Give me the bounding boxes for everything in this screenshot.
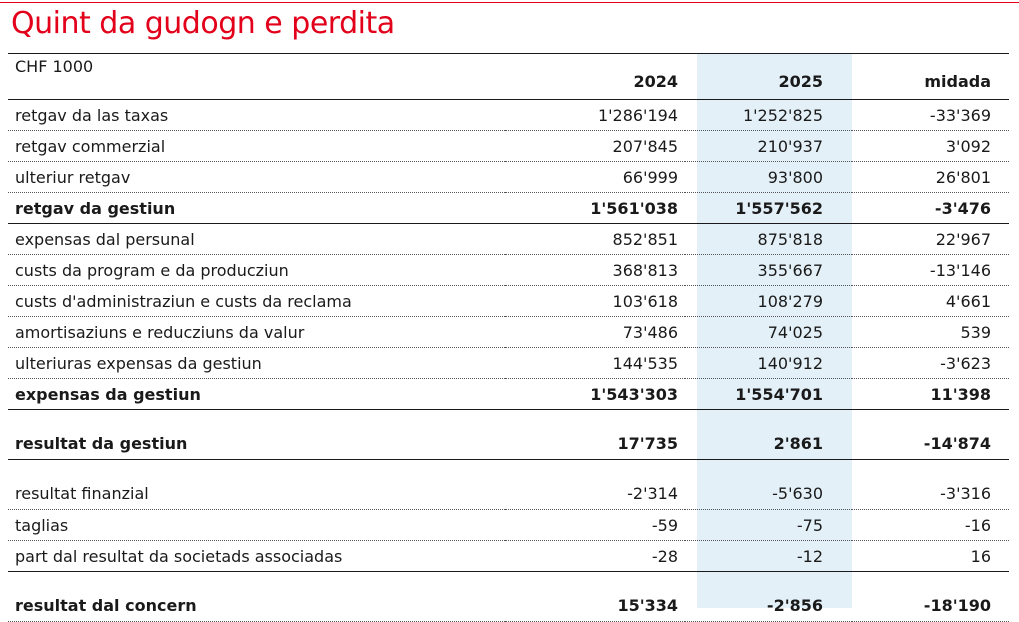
value-change: 26'801 (852, 162, 1009, 193)
total-row (8, 410, 1009, 460)
row-label: expensas da gestiun (8, 379, 505, 410)
value-change: -14'874 (852, 410, 1009, 460)
row-label: retgav da gestiun (8, 193, 505, 224)
value-2024: -28 (505, 541, 685, 572)
income-statement-table (8, 54, 1009, 622)
row-label: resultat da gestiun (8, 410, 505, 460)
row-label: retgav da las taxas (8, 100, 505, 131)
value-2024: 852'851 (505, 224, 685, 255)
value-2024: 1'543'303 (505, 379, 685, 410)
value-2025: 210'937 (685, 131, 852, 162)
value-2024: 17'735 (505, 410, 685, 460)
subtotal-row (8, 379, 1009, 410)
row-label: resultat dal concern (8, 572, 505, 622)
value-change: -3'316 (852, 460, 1009, 510)
value-2025: 74'025 (685, 317, 852, 348)
value-2025: -5'630 (685, 460, 852, 510)
table-row (8, 541, 1009, 572)
grand-total-row (8, 572, 1009, 622)
value-change: 11'398 (852, 379, 1009, 410)
value-change: 16 (852, 541, 1009, 572)
value-2024: 144'535 (505, 348, 685, 379)
row-label: custs d'administraziun e custs da reclama (8, 286, 505, 317)
value-2025: 108'279 (685, 286, 852, 317)
subtotal-row (8, 193, 1009, 224)
value-change: -18'190 (852, 572, 1009, 622)
value-2025: 1'554'701 (685, 379, 852, 410)
value-change: -13'146 (852, 255, 1009, 286)
page-title: Quint da gudogn e perdita (11, 6, 395, 41)
value-2025: 875'818 (685, 224, 852, 255)
value-2025: 2'861 (685, 410, 852, 460)
table-row (8, 224, 1009, 255)
table-row (8, 510, 1009, 541)
column-header-2024: 2024 (633, 72, 678, 91)
value-2024: -2'314 (505, 460, 685, 510)
row-label: part dal resultat da societads associadas (8, 541, 505, 572)
unit-label: CHF 1000 (15, 57, 94, 76)
row-label: expensas dal persunal (8, 224, 505, 255)
row-label: custs da program e da producziun (8, 255, 505, 286)
row-label: retgav commerzial (8, 131, 505, 162)
value-2024: 73'486 (505, 317, 685, 348)
value-2024: 66'999 (505, 162, 685, 193)
row-label: ulteriur retgav (8, 162, 505, 193)
value-change: -16 (852, 510, 1009, 541)
value-change: 539 (852, 317, 1009, 348)
value-2025: 140'912 (685, 348, 852, 379)
top-accent-line (0, 2, 1019, 3)
value-change: -33'369 (852, 100, 1009, 131)
table-row (8, 317, 1009, 348)
value-2025: 93'800 (685, 162, 852, 193)
column-header-change: midada (924, 72, 991, 91)
table-row (8, 286, 1009, 317)
table-row (8, 460, 1009, 510)
value-change: -3'476 (852, 193, 1009, 224)
column-header-2025: 2025 (778, 72, 823, 91)
row-label: ulteriuras expensas da gestiun (8, 348, 505, 379)
value-change: 3'092 (852, 131, 1009, 162)
table-row (8, 348, 1009, 379)
value-2025: 355'667 (685, 255, 852, 286)
row-label: taglias (8, 510, 505, 541)
value-change: 22'967 (852, 224, 1009, 255)
value-2024: 103'618 (505, 286, 685, 317)
value-2024: 207'845 (505, 131, 685, 162)
value-change: -3'623 (852, 348, 1009, 379)
table-row (8, 162, 1009, 193)
value-2024: 368'813 (505, 255, 685, 286)
row-label: amortisaziuns e reducziuns da valur (8, 317, 505, 348)
value-2024: -59 (505, 510, 685, 541)
value-2025: 1'557'562 (685, 193, 852, 224)
table-row (8, 255, 1009, 286)
value-change: 4'661 (852, 286, 1009, 317)
value-2024: 1'286'194 (505, 100, 685, 131)
value-2025: -75 (685, 510, 852, 541)
table-header-row (8, 54, 1009, 100)
value-2025: -2'856 (685, 572, 852, 622)
table-row (8, 131, 1009, 162)
value-2025: 1'252'825 (685, 100, 852, 131)
value-2025: -12 (685, 541, 852, 572)
table-row (8, 100, 1009, 131)
value-2024: 1'561'038 (505, 193, 685, 224)
value-2024: 15'334 (505, 572, 685, 622)
row-label: resultat finanzial (8, 460, 505, 510)
